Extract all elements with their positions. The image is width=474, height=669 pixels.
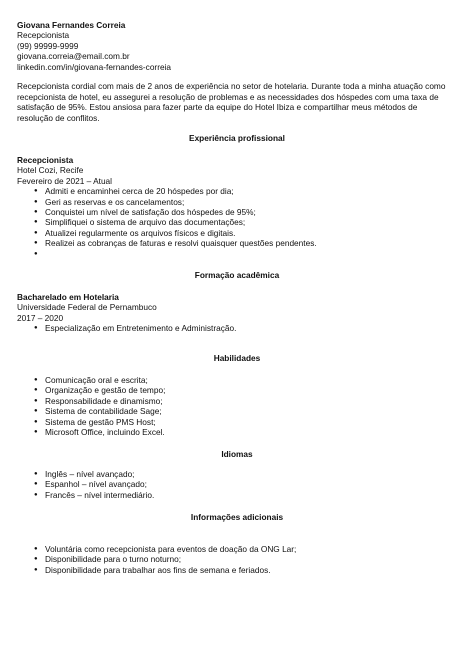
candidate-email: giovana.correia@email.com.br	[17, 51, 130, 62]
experience-company: Hotel Cozi, Recife	[17, 165, 84, 176]
additional-info-heading: Informações adicionais	[190, 512, 284, 522]
candidate-title: Recepcionista	[17, 30, 70, 41]
list-item: ● Conquistei um nível de satisfação dos hóspedes de 95%;	[17, 207, 454, 217]
candidate-linkedin: linkedin.com/in/giovana-fernandes-correia	[17, 61, 172, 72]
list-item: ● Espanhol – nível avançado;	[17, 479, 454, 489]
list-item: ● Microsoft Office, incluindo Excel.	[17, 427, 454, 437]
list-item: ● Comunicação oral e escrita;	[17, 375, 454, 385]
skills-bullet-list	[17, 375, 454, 437]
list-item: ● Simplifiquei o sistema de arquivo das documentações;	[17, 217, 454, 227]
list-item: ● Sistema de contabilidade Sage;	[17, 406, 454, 416]
additional-info-bullet-list	[17, 544, 454, 575]
languages-bullet-list	[17, 469, 454, 500]
list-item: ● Disponibilidade para o turno noturno;	[17, 554, 454, 564]
skills-section	[17, 375, 454, 437]
contact-header	[17, 20, 454, 72]
candidate-name: Giovana Fernandes Correia	[17, 20, 126, 30]
education-bullet-list	[17, 323, 454, 333]
list-item: ● Admiti e encaminhei cerca de 20 hóspedes por dia;	[17, 186, 454, 196]
professional-summary: Recepcionista cordial com mais de 2 anos de experiência no setor de hotelaria. Durante toda a minha atuação como recepcionista de hotel, eu assegurei a resolução de problemas e as necessidades dos hóspedes com uma taxa de satisfação de 95%. Estou ansiosa para fazer parte da equipe do Hotel Ibiza e compartilhar meus métodos de resolução de conflitos.	[17, 81, 446, 123]
additional-info-section	[17, 544, 454, 575]
list-item: ● Geri as reservas e os cancelamentos;	[17, 197, 454, 207]
education-heading: Formação acadêmica	[194, 270, 280, 280]
list-item: ● Responsabilidade e dinamismo;	[17, 396, 454, 406]
experience-heading: Experiência profissional	[189, 133, 285, 143]
experience-bullet-list	[17, 186, 454, 259]
education-section	[17, 292, 454, 334]
experience-period: Fevereiro de 2021 – Atual	[17, 175, 113, 186]
languages-section	[17, 469, 454, 500]
skills-heading: Habilidades	[213, 353, 261, 363]
education-degree: Bacharelado em Hotelaria	[17, 292, 119, 302]
list-item: ● Francês – nível intermediário.	[17, 490, 454, 500]
experience-section	[17, 155, 454, 259]
list-item: ● Atualizei regularmente os arquivos físicos e digitais.	[17, 228, 454, 238]
list-item: ● Voluntária como recepcionista para eventos de doação da ONG Lar;	[17, 544, 454, 554]
list-item: ● Sistema de gestão PMS Host;	[17, 417, 454, 427]
list-item: ● Especialização em Entretenimento e Administração.	[17, 323, 454, 333]
experience-role: Recepcionista	[17, 155, 74, 165]
list-item: ● Inglês – nível avançado;	[17, 469, 454, 479]
list-item: ● Organização e gestão de tempo;	[17, 385, 454, 395]
list-item: ● Disponibilidade para trabalhar aos fins de semana e feriados.	[17, 565, 454, 575]
candidate-phone: (99) 99999-9999	[17, 40, 79, 51]
languages-heading: Idiomas	[221, 449, 253, 459]
education-period: 2017 – 2020	[17, 312, 64, 323]
education-school: Universidade Federal de Pernambuco	[17, 302, 157, 313]
list-item: ● Realizei as cobranças de faturas e resolvi quaisquer questões pendentes.	[17, 238, 454, 248]
list-item	[17, 249, 454, 259]
